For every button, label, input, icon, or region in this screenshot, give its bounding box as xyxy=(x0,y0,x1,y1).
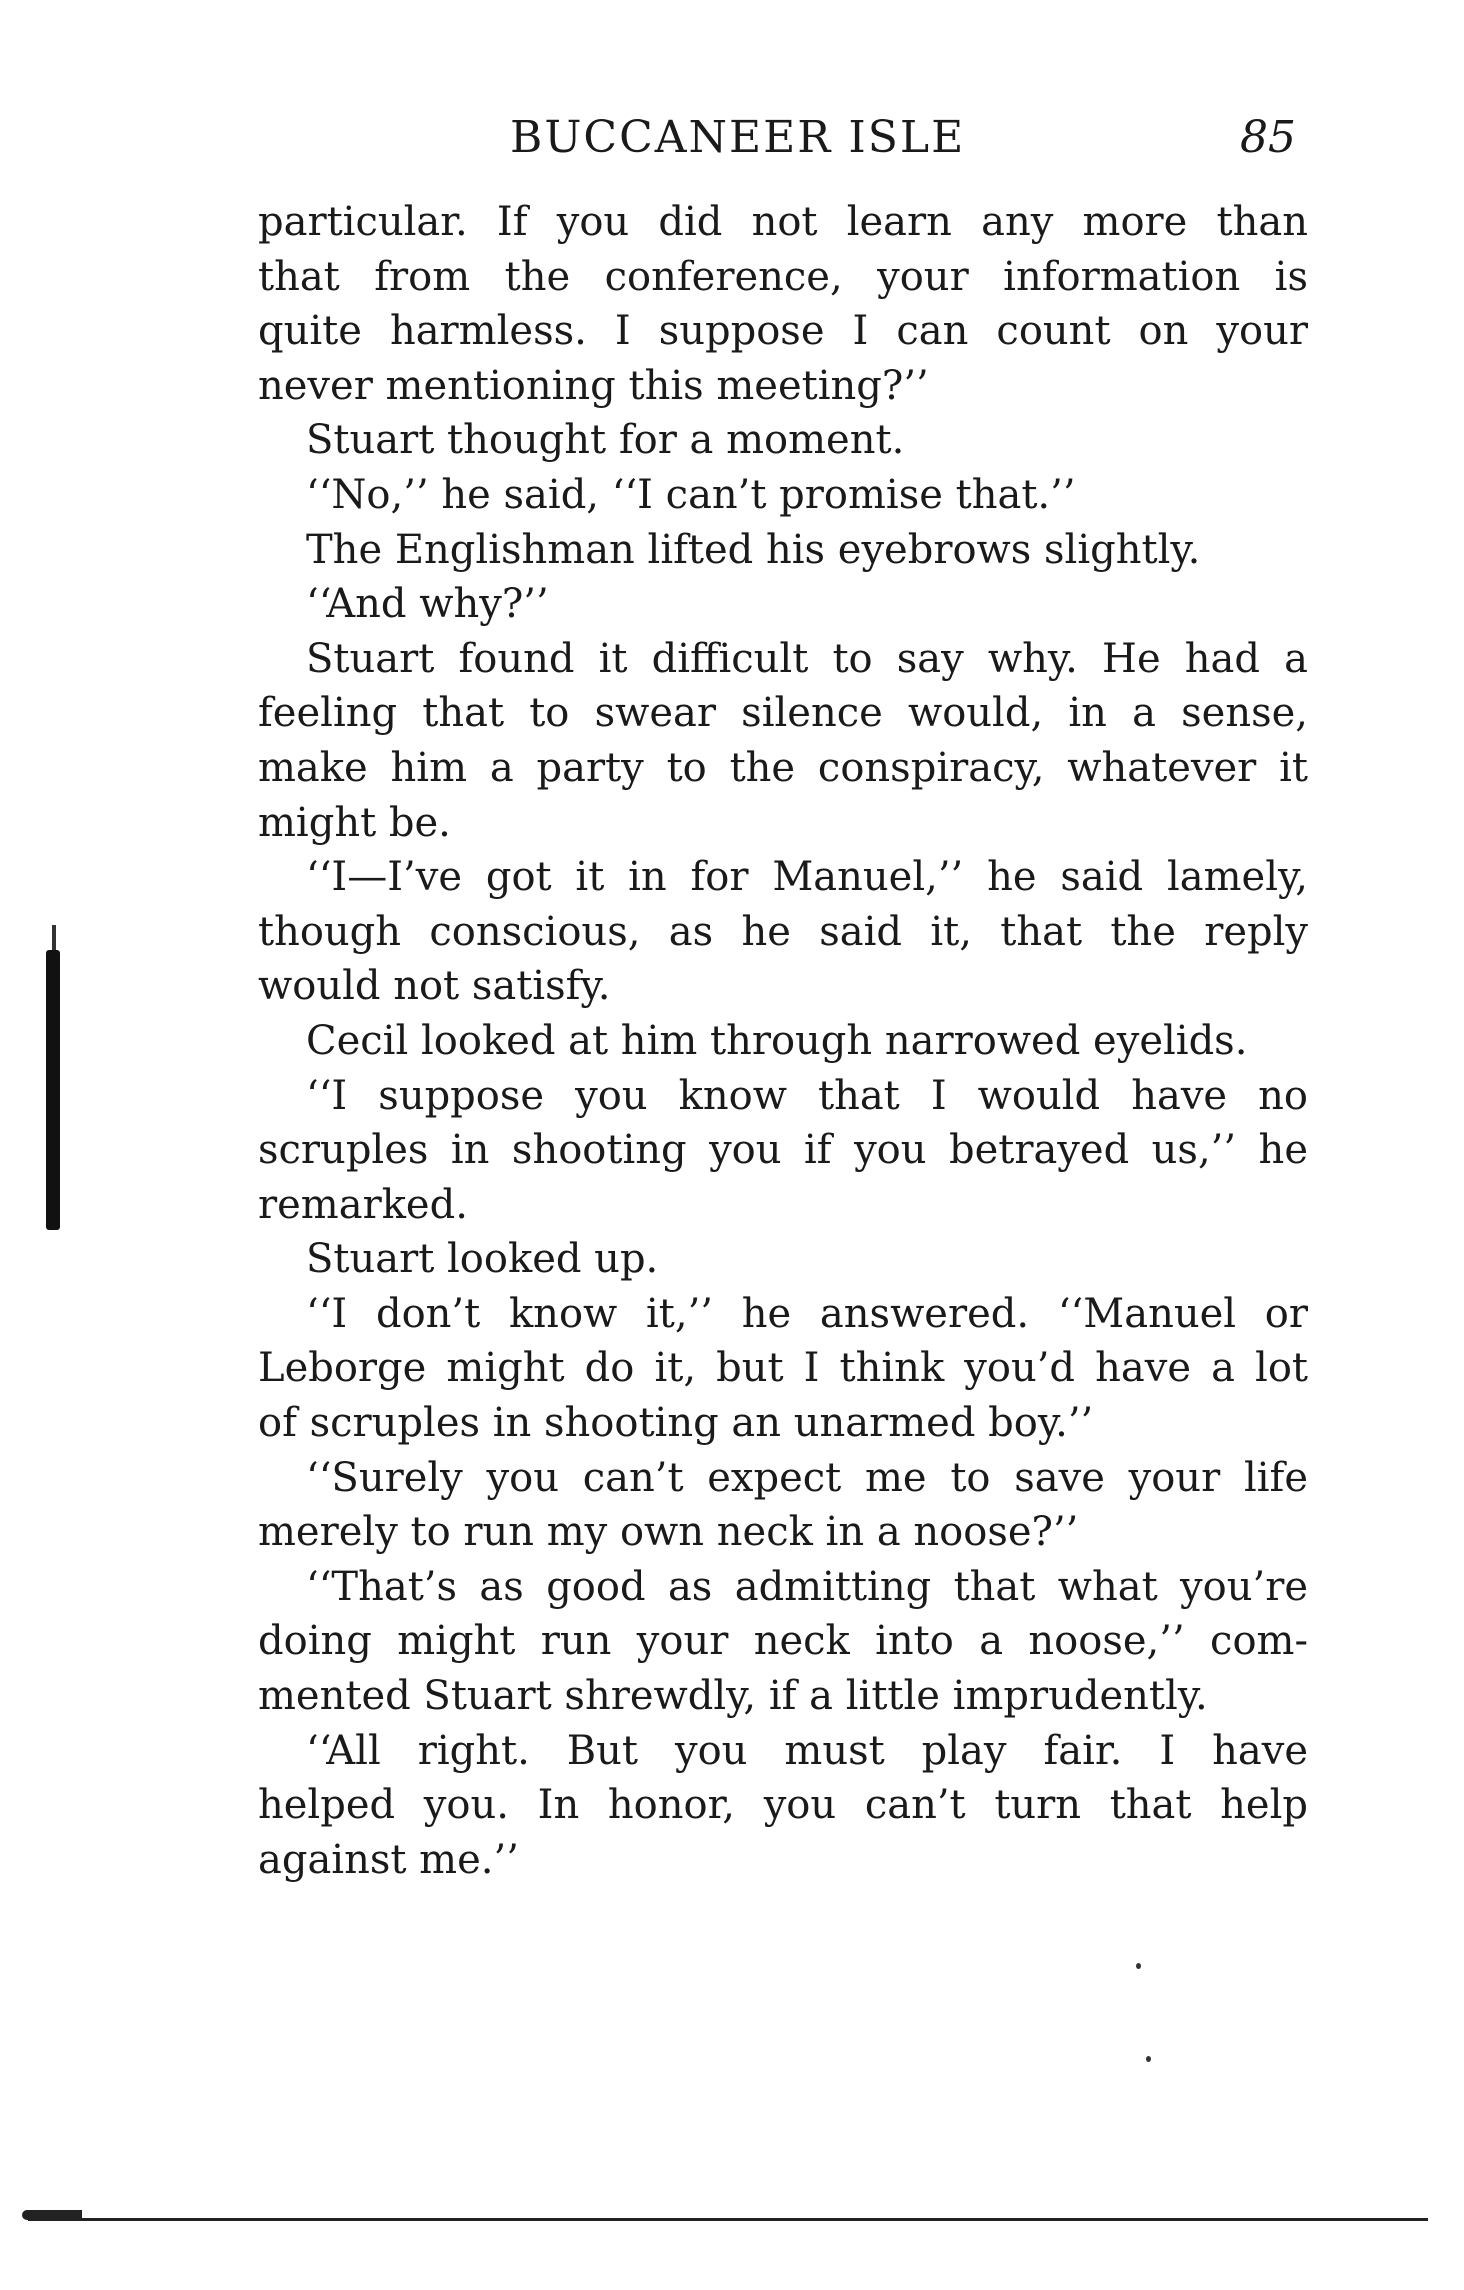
print-speck xyxy=(1146,2056,1151,2062)
text-line: would not satisfy. xyxy=(258,963,611,1010)
text-line: remarked. xyxy=(258,1181,468,1228)
text-line: Leborge might do it, but I think you’d have a lot xyxy=(258,1345,1308,1392)
text-line: Stuart looked up. xyxy=(306,1236,659,1283)
text-line: feeling that to swear silence would, in a sense, xyxy=(258,690,1308,737)
text-line: Stuart thought for a moment. xyxy=(306,417,905,464)
text-line: helped you. In honor, you can’t turn that help xyxy=(258,1782,1308,1829)
text-line: The Englishman lifted his eyebrows slightly. xyxy=(306,526,1201,573)
text-line: that from the conference, your information is xyxy=(258,253,1308,300)
text-line: make him a party to the conspiracy, whatever it xyxy=(258,744,1308,791)
text-line: Stuart found it difficult to say why. He had a xyxy=(306,635,1308,682)
text-line: ‘‘And why?’’ xyxy=(306,581,549,628)
margin-bar-mark xyxy=(46,950,60,1230)
text-line: ‘‘That’s as good as admitting that what you’re xyxy=(306,1563,1308,1610)
text-line: ‘‘All right. But you must play fair. I have xyxy=(306,1727,1308,1774)
text-line: particular. If you did not learn any more than xyxy=(258,199,1308,245)
margin-mark-top xyxy=(52,925,56,951)
text-line: ‘‘I don’t know it,’’ he answered. ‘‘Manuel or xyxy=(306,1290,1308,1337)
print-speck xyxy=(1136,1963,1141,1969)
text-line: ‘‘I suppose you know that I would have no xyxy=(306,1072,1308,1119)
text-line: of scruples in shooting an unarmed boy.’’ xyxy=(258,1400,1094,1447)
text-line: ‘‘I—I’ve got it in for Manuel,’’ he said lamely, xyxy=(306,854,1308,901)
text-line: doing might run your neck into a noose,’’ com- xyxy=(258,1618,1308,1665)
text-line: scruples in shooting you if you betrayed us,’’ he xyxy=(258,1127,1308,1174)
text-line: mented Stuart shrewdly, if a little imprudently. xyxy=(258,1673,1208,1720)
text-line: might be. xyxy=(258,799,451,846)
text-line: merely to run my own neck in a noose?’’ xyxy=(258,1509,1079,1556)
page-number: 85 xyxy=(1240,112,1296,163)
body-text xyxy=(258,195,1308,1887)
text-line: quite harmless. I suppose I can count on your xyxy=(258,308,1308,355)
text-line: ‘‘Surely you can’t expect me to save your life xyxy=(306,1454,1308,1501)
running-header-title: BUCCANEER ISLE xyxy=(510,112,966,163)
text-line: though conscious, as he said it, that the reply xyxy=(258,908,1308,955)
text-line: ‘‘No,’’ he said, ‘‘I can’t promise that.’’ xyxy=(306,471,1076,518)
text-line: against me.’’ xyxy=(258,1836,519,1883)
text-line: Cecil looked at him through narrowed eyelids. xyxy=(306,1017,1248,1064)
text-line: never mentioning this meeting?’’ xyxy=(258,362,929,409)
bottom-rule xyxy=(28,2218,1428,2221)
